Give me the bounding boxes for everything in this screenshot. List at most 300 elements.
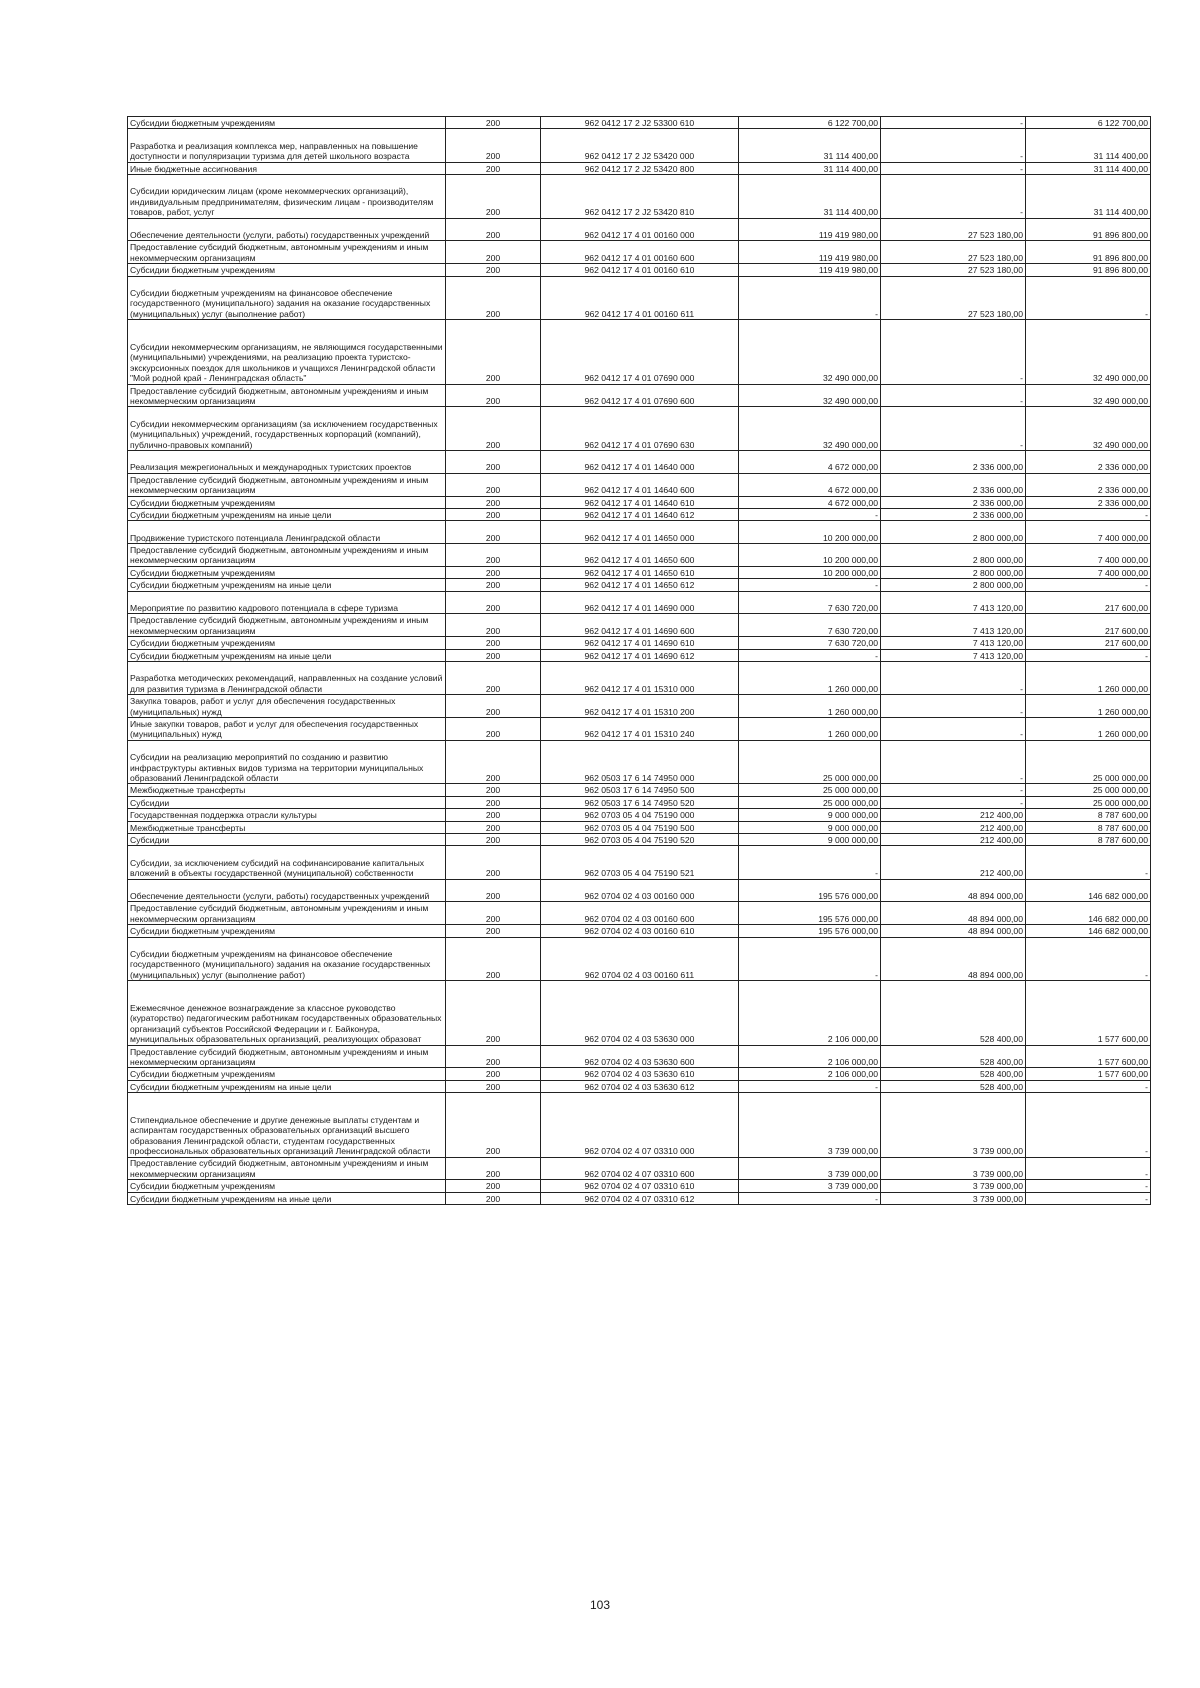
row-amount-remaining: 2 336 000,00 [1026, 450, 1151, 473]
row-amount-total: 4 672 000,00 [739, 473, 881, 496]
row-amount-total: 31 114 400,00 [739, 129, 881, 162]
row-amount-remaining: 8 787 600,00 [1026, 821, 1151, 833]
row-name: Субсидии юридическим лицам (кроме некоммерческих организаций), индивидуальным предпринимателям, физическим лицам - производителям товаров, работ, услуг [128, 174, 446, 218]
row-name: Субсидии бюджетным учреждениям [128, 637, 446, 649]
row-amount-executed: 2 336 000,00 [881, 473, 1026, 496]
row-line-code: 200 [446, 662, 541, 695]
row-line-code: 200 [446, 1192, 541, 1204]
row-name: Субсидии бюджетным учреждениям [128, 925, 446, 937]
row-amount-remaining: 146 682 000,00 [1026, 925, 1151, 937]
row-amount-executed: 528 400,00 [881, 1068, 1026, 1080]
row-name: Субсидии, за исключением субсидий на софинансирование капитальных вложений в объекты государственной (муниципальной) собственности [128, 846, 446, 879]
row-name: Мероприятие по развитию кадрового потенциала в сфере туризма [128, 591, 446, 614]
budget-sheet [127, 116, 1150, 1205]
row-name: Субсидии бюджетным учреждениям на иные цели [128, 508, 446, 520]
row-amount-total: 32 490 000,00 [739, 320, 881, 384]
row-expense-code: 962 0412 17 4 01 07690 630 [541, 407, 739, 451]
table-row [128, 521, 1151, 544]
row-line-code: 200 [446, 1080, 541, 1092]
row-expense-code: 962 0703 05 4 04 75190 000 [541, 809, 739, 821]
row-amount-remaining: 91 896 800,00 [1026, 218, 1151, 241]
row-expense-code: 962 0412 17 4 01 00160 000 [541, 218, 739, 241]
row-amount-remaining: - [1026, 276, 1151, 320]
row-expense-code: 962 0412 17 2 J2 53420 000 [541, 129, 739, 162]
row-amount-total: 3 739 000,00 [739, 1093, 881, 1157]
row-amount-total: 4 672 000,00 [739, 450, 881, 473]
table-row [128, 1068, 1151, 1080]
table-row [128, 718, 1151, 741]
row-amount-remaining: 1 260 000,00 [1026, 718, 1151, 741]
table-row [128, 450, 1151, 473]
row-line-code: 200 [446, 1093, 541, 1157]
row-name: Ежемесячное денежное вознаграждение за классное руководство (кураторство) педагогическим работникам государственных образовательных организаций субъектов Российской Федерации и г. Байконура, муниципальных образовательных организаций, реализующих образоват [128, 981, 446, 1045]
row-line-code: 200 [446, 1045, 541, 1068]
row-amount-executed: 7 413 120,00 [881, 591, 1026, 614]
row-name: Субсидии бюджетным учреждениям [128, 117, 446, 129]
row-line-code: 200 [446, 784, 541, 796]
row-amount-executed: 7 413 120,00 [881, 637, 1026, 649]
row-name: Закупка товаров, работ и услуг для обеспечения государственных (муниципальных) нужд [128, 695, 446, 718]
row-line-code: 200 [446, 1180, 541, 1192]
row-amount-total: - [739, 276, 881, 320]
row-amount-total: - [739, 1192, 881, 1204]
row-amount-remaining: 146 682 000,00 [1026, 879, 1151, 902]
row-line-code: 200 [446, 117, 541, 129]
row-amount-total: 7 630 720,00 [739, 614, 881, 637]
row-expense-code: 962 0503 17 6 14 74950 500 [541, 784, 739, 796]
table-row [128, 784, 1151, 796]
row-amount-total: 9 000 000,00 [739, 821, 881, 833]
table-row [128, 1192, 1151, 1204]
row-expense-code: 962 0503 17 6 14 74950 000 [541, 740, 739, 784]
row-expense-code: 962 0412 17 4 01 14650 600 [541, 544, 739, 567]
row-amount-total: 10 200 000,00 [739, 566, 881, 578]
row-amount-remaining: - [1026, 1180, 1151, 1192]
row-expense-code: 962 0704 02 4 03 00160 000 [541, 879, 739, 902]
row-amount-remaining: 25 000 000,00 [1026, 784, 1151, 796]
row-amount-executed: 212 400,00 [881, 846, 1026, 879]
row-amount-remaining: 1 577 600,00 [1026, 1068, 1151, 1080]
row-amount-executed: - [881, 117, 1026, 129]
row-expense-code: 962 0412 17 4 01 14690 600 [541, 614, 739, 637]
row-amount-total: 32 490 000,00 [739, 384, 881, 407]
row-line-code: 200 [446, 981, 541, 1045]
row-amount-remaining: 217 600,00 [1026, 614, 1151, 637]
table-row [128, 740, 1151, 784]
row-amount-total: - [739, 649, 881, 661]
row-amount-executed: 2 336 000,00 [881, 496, 1026, 508]
row-amount-remaining: 32 490 000,00 [1026, 407, 1151, 451]
row-amount-remaining: - [1026, 649, 1151, 661]
table-row [128, 662, 1151, 695]
row-amount-total: - [739, 846, 881, 879]
row-amount-executed: - [881, 784, 1026, 796]
row-line-code: 200 [446, 809, 541, 821]
row-name: Стипендиальное обеспечение и другие денежные выплаты студентам и аспирантам государственных образовательных организаций высшего образования Ленинградской области, студентам государственных профессиональных образовательных организаций Ленинградской области [128, 1093, 446, 1157]
row-expense-code: 962 0412 17 4 01 00160 610 [541, 264, 739, 276]
row-amount-executed: - [881, 162, 1026, 174]
row-line-code: 200 [446, 579, 541, 591]
row-amount-remaining: 91 896 800,00 [1026, 241, 1151, 264]
row-amount-remaining: 1 260 000,00 [1026, 662, 1151, 695]
row-amount-executed: 2 800 000,00 [881, 544, 1026, 567]
row-expense-code: 962 0704 02 4 07 03310 610 [541, 1180, 739, 1192]
row-amount-total: 10 200 000,00 [739, 521, 881, 544]
table-row [128, 809, 1151, 821]
row-name: Субсидии бюджетным учреждениям [128, 496, 446, 508]
row-amount-executed: 7 413 120,00 [881, 614, 1026, 637]
row-expense-code: 962 0412 17 4 01 07690 000 [541, 320, 739, 384]
row-amount-remaining: 7 400 000,00 [1026, 544, 1151, 567]
row-name: Субсидии некоммерческим организациям, не являющимся государственными (муниципальными) учреждениями, на реализацию проекта туристско-экскурсионных поездок для школьников и учащихся Ленинградской области "Мой родной край - Ленинградская область" [128, 320, 446, 384]
table-row [128, 1157, 1151, 1180]
row-amount-executed: - [881, 740, 1026, 784]
table-row [128, 276, 1151, 320]
row-name: Предоставление субсидий бюджетным, автономным учреждениям и иным некоммерческим организациям [128, 614, 446, 637]
row-amount-executed: 27 523 180,00 [881, 264, 1026, 276]
table-row [128, 174, 1151, 218]
row-line-code: 200 [446, 174, 541, 218]
row-line-code: 200 [446, 637, 541, 649]
row-amount-executed: - [881, 384, 1026, 407]
row-expense-code: 962 0412 17 4 01 14690 000 [541, 591, 739, 614]
row-name: Обеспечение деятельности (услуги, работы) государственных учреждений [128, 879, 446, 902]
row-amount-executed: 2 800 000,00 [881, 566, 1026, 578]
row-line-code: 200 [446, 740, 541, 784]
row-line-code: 200 [446, 276, 541, 320]
row-expense-code: 962 0412 17 4 01 14690 612 [541, 649, 739, 661]
table-row [128, 218, 1151, 241]
table-row [128, 925, 1151, 937]
row-expense-code: 962 0412 17 4 01 14640 612 [541, 508, 739, 520]
row-line-code: 200 [446, 508, 541, 520]
table-row [128, 241, 1151, 264]
row-amount-remaining: - [1026, 1192, 1151, 1204]
row-amount-remaining: 7 400 000,00 [1026, 521, 1151, 544]
row-line-code: 200 [446, 902, 541, 925]
row-line-code: 200 [446, 1068, 541, 1080]
row-name: Субсидии бюджетным учреждениям [128, 264, 446, 276]
row-amount-remaining: 32 490 000,00 [1026, 320, 1151, 384]
row-name: Предоставление субсидий бюджетным, автономным учреждениям и иным некоммерческим организациям [128, 1045, 446, 1068]
row-name: Предоставление субсидий бюджетным, автономным учреждениям и иным некоммерческим организациям [128, 1157, 446, 1180]
table-row [128, 508, 1151, 520]
row-amount-executed: - [881, 796, 1026, 808]
row-amount-remaining: 7 400 000,00 [1026, 566, 1151, 578]
table-row [128, 1080, 1151, 1092]
row-line-code: 200 [446, 695, 541, 718]
table-row [128, 649, 1151, 661]
row-amount-executed: - [881, 718, 1026, 741]
row-amount-remaining: - [1026, 579, 1151, 591]
table-row [128, 591, 1151, 614]
row-amount-remaining: - [1026, 937, 1151, 981]
row-line-code: 200 [446, 264, 541, 276]
row-name: Субсидии бюджетным учреждениям на финансовое обеспечение государственного (муниципального) задания на оказание государственных (муниципальных) услуг (выполнение работ) [128, 937, 446, 981]
row-expense-code: 962 0704 02 4 03 00160 600 [541, 902, 739, 925]
row-expense-code: 962 0412 17 4 01 14640 000 [541, 450, 739, 473]
row-expense-code: 962 0412 17 4 01 15310 240 [541, 718, 739, 741]
row-amount-executed: 27 523 180,00 [881, 241, 1026, 264]
row-name: Предоставление субсидий бюджетным, автономным учреждениям и иным некоммерческим организациям [128, 384, 446, 407]
row-expense-code: 962 0703 05 4 04 75190 520 [541, 833, 739, 845]
row-amount-total: 3 739 000,00 [739, 1180, 881, 1192]
table-row [128, 129, 1151, 162]
row-amount-executed: 48 894 000,00 [881, 879, 1026, 902]
table-row [128, 879, 1151, 902]
row-expense-code: 962 0412 17 4 01 15310 200 [541, 695, 739, 718]
row-amount-total: 195 576 000,00 [739, 925, 881, 937]
row-amount-executed: 48 894 000,00 [881, 925, 1026, 937]
table-row [128, 566, 1151, 578]
row-name: Субсидии бюджетным учреждениям [128, 1068, 446, 1080]
row-line-code: 200 [446, 241, 541, 264]
row-amount-total: 9 000 000,00 [739, 809, 881, 821]
row-amount-total: 3 739 000,00 [739, 1157, 881, 1180]
table-row [128, 264, 1151, 276]
row-name: Субсидии некоммерческим организациям (за исключением государственных (муниципальных) учреждений, государственных корпораций (компаний), публично-правовых компаний) [128, 407, 446, 451]
row-name: Предоставление субсидий бюджетным, автономным учреждениям и иным некоммерческим организациям [128, 544, 446, 567]
row-amount-executed: 528 400,00 [881, 1045, 1026, 1068]
row-line-code: 200 [446, 1157, 541, 1180]
table-row [128, 162, 1151, 174]
row-name: Реализация межрегиональных и международных туристских проектов [128, 450, 446, 473]
row-amount-total: 1 260 000,00 [739, 662, 881, 695]
row-amount-remaining: 31 114 400,00 [1026, 174, 1151, 218]
budget-table-body [128, 117, 1151, 1205]
row-name: Предоставление субсидий бюджетным, автономным учреждениям и иным некоммерческим организациям [128, 241, 446, 264]
table-row [128, 407, 1151, 451]
row-amount-executed: 7 413 120,00 [881, 649, 1026, 661]
table-row [128, 1180, 1151, 1192]
row-amount-executed: 212 400,00 [881, 833, 1026, 845]
row-line-code: 200 [446, 544, 541, 567]
row-expense-code: 962 0704 02 4 03 00160 610 [541, 925, 739, 937]
row-expense-code: 962 0704 02 4 03 53630 610 [541, 1068, 739, 1080]
row-name: Предоставление субсидий бюджетным, автономным учреждениям и иным некоммерческим организациям [128, 473, 446, 496]
row-amount-executed: 48 894 000,00 [881, 902, 1026, 925]
row-amount-executed: - [881, 320, 1026, 384]
row-amount-remaining: 8 787 600,00 [1026, 833, 1151, 845]
row-line-code: 200 [446, 450, 541, 473]
row-line-code: 200 [446, 521, 541, 544]
row-amount-executed: - [881, 407, 1026, 451]
row-amount-total: 7 630 720,00 [739, 591, 881, 614]
row-amount-total: 6 122 700,00 [739, 117, 881, 129]
row-expense-code: 962 0503 17 6 14 74950 520 [541, 796, 739, 808]
row-expense-code: 962 0412 17 4 01 14640 610 [541, 496, 739, 508]
row-expense-code: 962 0412 17 2 J2 53420 800 [541, 162, 739, 174]
row-line-code: 200 [446, 649, 541, 661]
row-amount-remaining: 6 122 700,00 [1026, 117, 1151, 129]
table-row [128, 614, 1151, 637]
row-line-code: 200 [446, 796, 541, 808]
row-amount-remaining: - [1026, 846, 1151, 879]
table-row [128, 384, 1151, 407]
table-row [128, 496, 1151, 508]
row-amount-remaining: 217 600,00 [1026, 637, 1151, 649]
row-amount-remaining: 2 336 000,00 [1026, 496, 1151, 508]
row-expense-code: 962 0704 02 4 07 03310 612 [541, 1192, 739, 1204]
row-name: Субсидии бюджетным учреждениям на иные цели [128, 1080, 446, 1092]
row-name: Субсидии [128, 796, 446, 808]
row-line-code: 200 [446, 846, 541, 879]
row-name: Субсидии бюджетным учреждениям [128, 1180, 446, 1192]
row-amount-total: 25 000 000,00 [739, 784, 881, 796]
row-line-code: 200 [446, 473, 541, 496]
table-row [128, 579, 1151, 591]
row-name: Государственная поддержка отрасли культуры [128, 809, 446, 821]
row-amount-executed: 2 336 000,00 [881, 508, 1026, 520]
table-row [128, 796, 1151, 808]
row-name: Продвижение туристского потенциала Ленинградской области [128, 521, 446, 544]
row-expense-code: 962 0412 17 4 01 14650 000 [541, 521, 739, 544]
row-line-code: 200 [446, 937, 541, 981]
row-amount-remaining: 146 682 000,00 [1026, 902, 1151, 925]
row-name: Иные бюджетные ассигнования [128, 162, 446, 174]
page-number: 103 [589, 1598, 611, 1612]
row-name: Межбюджетные трансферты [128, 821, 446, 833]
table-row [128, 1045, 1151, 1068]
table-row [128, 937, 1151, 981]
row-line-code: 200 [446, 129, 541, 162]
row-amount-remaining: 217 600,00 [1026, 591, 1151, 614]
row-amount-total: 195 576 000,00 [739, 879, 881, 902]
row-amount-remaining: - [1026, 508, 1151, 520]
row-amount-executed: 212 400,00 [881, 821, 1026, 833]
row-expense-code: 962 0703 05 4 04 75190 500 [541, 821, 739, 833]
row-line-code: 200 [446, 384, 541, 407]
row-amount-executed: 2 800 000,00 [881, 521, 1026, 544]
row-amount-total: 32 490 000,00 [739, 407, 881, 451]
row-line-code: 200 [446, 566, 541, 578]
table-row [128, 833, 1151, 845]
row-amount-total: 2 106 000,00 [739, 981, 881, 1045]
row-amount-executed: 3 739 000,00 [881, 1180, 1026, 1192]
row-expense-code: 962 0412 17 4 01 00160 600 [541, 241, 739, 264]
row-expense-code: 962 0704 02 4 07 03310 600 [541, 1157, 739, 1180]
row-amount-total: 31 114 400,00 [739, 162, 881, 174]
row-line-code: 200 [446, 407, 541, 451]
row-amount-remaining: - [1026, 1157, 1151, 1180]
row-amount-total: 25 000 000,00 [739, 796, 881, 808]
row-amount-total: 1 260 000,00 [739, 695, 881, 718]
row-amount-executed: 27 523 180,00 [881, 218, 1026, 241]
row-name: Иные закупки товаров, работ и услуг для обеспечения государственных (муниципальных) нужд [128, 718, 446, 741]
row-line-code: 200 [446, 591, 541, 614]
row-amount-total: 2 106 000,00 [739, 1045, 881, 1068]
row-amount-total: 10 200 000,00 [739, 544, 881, 567]
row-name: Субсидии [128, 833, 446, 845]
row-amount-remaining: - [1026, 1080, 1151, 1092]
row-amount-remaining: 91 896 800,00 [1026, 264, 1151, 276]
row-name: Субсидии бюджетным учреждениям на финансовое обеспечение государственного (муниципального) задания на оказание государственных (муниципальных) услуг (выполнение работ) [128, 276, 446, 320]
row-amount-total: 4 672 000,00 [739, 496, 881, 508]
row-amount-executed: 528 400,00 [881, 981, 1026, 1045]
row-amount-total: 2 106 000,00 [739, 1068, 881, 1080]
row-amount-total: 195 576 000,00 [739, 902, 881, 925]
row-expense-code: 962 0412 17 4 01 14650 610 [541, 566, 739, 578]
row-amount-total: - [739, 579, 881, 591]
row-amount-total: - [739, 508, 881, 520]
budget-table [127, 116, 1151, 1205]
row-expense-code: 962 0412 17 4 01 14650 612 [541, 579, 739, 591]
row-amount-remaining: 31 114 400,00 [1026, 162, 1151, 174]
row-amount-total: 7 630 720,00 [739, 637, 881, 649]
row-line-code: 200 [446, 496, 541, 508]
row-line-code: 200 [446, 821, 541, 833]
row-amount-remaining: - [1026, 1093, 1151, 1157]
row-amount-executed: 2 800 000,00 [881, 579, 1026, 591]
row-line-code: 200 [446, 162, 541, 174]
row-amount-remaining: 25 000 000,00 [1026, 740, 1151, 784]
row-name: Субсидии бюджетным учреждениям на иные цели [128, 649, 446, 661]
row-amount-remaining: 31 114 400,00 [1026, 129, 1151, 162]
table-row [128, 473, 1151, 496]
row-line-code: 200 [446, 718, 541, 741]
row-amount-remaining: 2 336 000,00 [1026, 473, 1151, 496]
row-line-code: 200 [446, 879, 541, 902]
row-line-code: 200 [446, 320, 541, 384]
table-row [128, 821, 1151, 833]
row-amount-executed: - [881, 662, 1026, 695]
row-amount-total: 119 419 980,00 [739, 218, 881, 241]
row-amount-remaining: 25 000 000,00 [1026, 796, 1151, 808]
table-row [128, 544, 1151, 567]
row-name: Межбюджетные трансферты [128, 784, 446, 796]
row-amount-executed: 212 400,00 [881, 809, 1026, 821]
table-row [128, 902, 1151, 925]
row-amount-executed: - [881, 695, 1026, 718]
row-expense-code: 962 0704 02 4 03 00160 611 [541, 937, 739, 981]
row-expense-code: 962 0412 17 2 J2 53300 610 [541, 117, 739, 129]
table-row [128, 320, 1151, 384]
row-name: Субсидии бюджетным учреждениям [128, 566, 446, 578]
row-name: Разработка и реализация комплекса мер, направленных на повышение доступности и популяризации туризма для детей школьного возраста [128, 129, 446, 162]
row-expense-code: 962 0704 02 4 03 53630 000 [541, 981, 739, 1045]
row-expense-code: 962 0412 17 2 J2 53420 810 [541, 174, 739, 218]
row-expense-code: 962 0412 17 4 01 07690 600 [541, 384, 739, 407]
row-expense-code: 962 0704 02 4 07 03310 000 [541, 1093, 739, 1157]
row-name: Предоставление субсидий бюджетным, автономным учреждениям и иным некоммерческим организациям [128, 902, 446, 925]
row-line-code: 200 [446, 218, 541, 241]
row-expense-code: 962 0704 02 4 03 53630 612 [541, 1080, 739, 1092]
row-amount-total: 1 260 000,00 [739, 718, 881, 741]
row-amount-total: 119 419 980,00 [739, 264, 881, 276]
row-expense-code: 962 0412 17 4 01 14690 610 [541, 637, 739, 649]
row-amount-executed: 27 523 180,00 [881, 276, 1026, 320]
row-amount-executed: - [881, 129, 1026, 162]
row-amount-executed: 528 400,00 [881, 1080, 1026, 1092]
row-expense-code: 962 0412 17 4 01 00160 611 [541, 276, 739, 320]
row-amount-executed: 3 739 000,00 [881, 1093, 1026, 1157]
table-row [128, 695, 1151, 718]
row-name: Субсидии бюджетным учреждениям на иные цели [128, 1192, 446, 1204]
row-amount-remaining: 8 787 600,00 [1026, 809, 1151, 821]
table-row [128, 981, 1151, 1045]
row-amount-executed: 2 336 000,00 [881, 450, 1026, 473]
row-name: Субсидии бюджетным учреждениям на иные цели [128, 579, 446, 591]
row-amount-total: 25 000 000,00 [739, 740, 881, 784]
row-amount-remaining: 1 577 600,00 [1026, 981, 1151, 1045]
row-amount-remaining: 1 577 600,00 [1026, 1045, 1151, 1068]
row-name: Обеспечение деятельности (услуги, работы) государственных учреждений [128, 218, 446, 241]
row-amount-executed: 48 894 000,00 [881, 937, 1026, 981]
row-amount-total: - [739, 1080, 881, 1092]
row-amount-remaining: 1 260 000,00 [1026, 695, 1151, 718]
row-expense-code: 962 0704 02 4 03 53630 600 [541, 1045, 739, 1068]
row-name: Разработка методических рекомендаций, направленных на создание условий для развития туризма в Ленинградской области [128, 662, 446, 695]
